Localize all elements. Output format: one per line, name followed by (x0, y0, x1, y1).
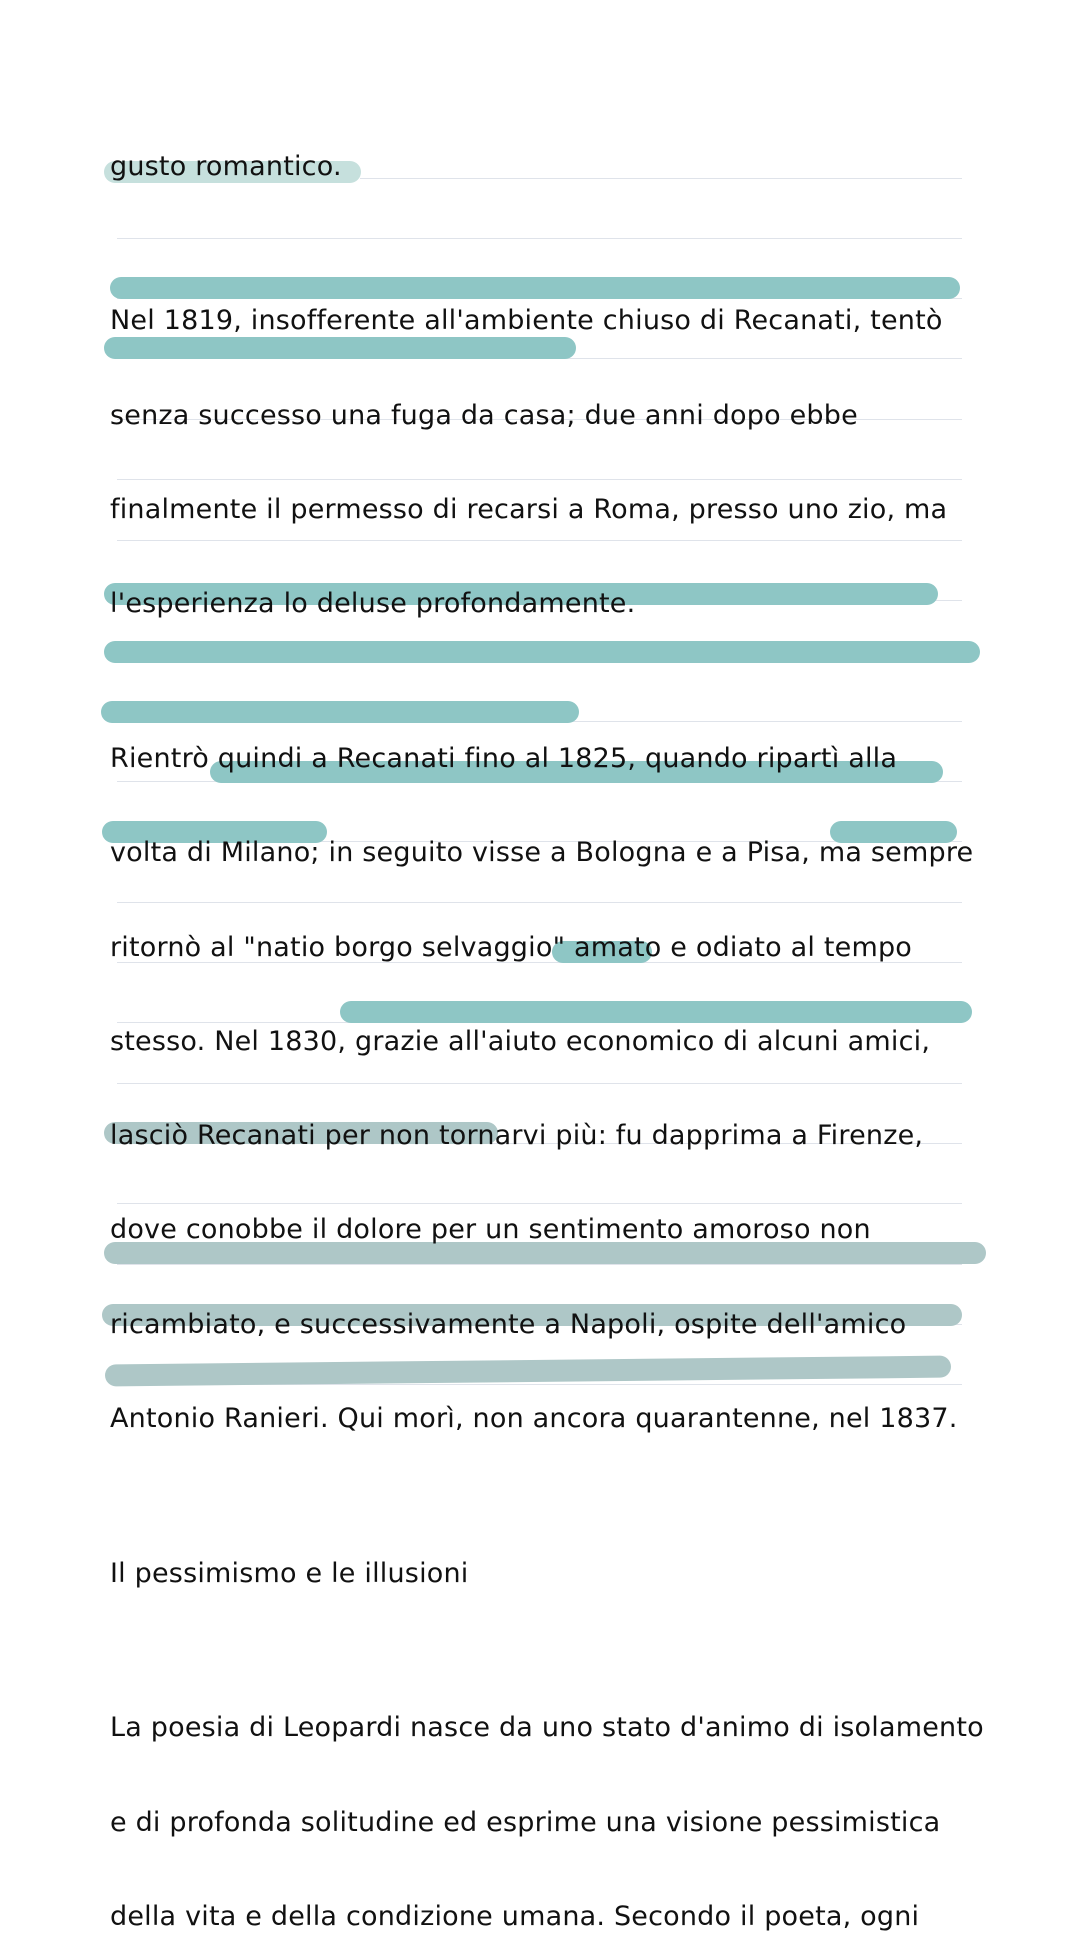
text-line: volta di Milano; in seguito visse a Bologna e a Pisa, ma sempre (110, 837, 974, 868)
rule-line (117, 1083, 962, 1084)
highlight (104, 641, 980, 663)
highlight (104, 337, 576, 359)
rule-line (117, 238, 962, 239)
rule-line (117, 479, 962, 480)
text-line: l'esperienza lo deluse profondamente. (110, 588, 636, 619)
text-line: ricambiato, e successivamente a Napoli, ospite dell'amico (110, 1309, 907, 1340)
highlight (110, 277, 960, 299)
text-line: ritornò al "natio borgo selvaggio" amato e odiato al tempo (110, 932, 913, 963)
text-line: Antonio Ranieri. Qui morì, non ancora quarantenne, nel 1837. (110, 1403, 958, 1434)
text-line: stesso. Nel 1830, grazie all'aiuto economico di alcuni amici, (110, 1026, 931, 1057)
rule-line (117, 1264, 962, 1265)
text-line: della vita e della condizione umana. Secondo il poeta, ogni (110, 1901, 920, 1932)
text-line: Rientrò quindi a Recanati fino al 1825, quando ripartì alla (110, 743, 898, 774)
text-line: lasciò Recanati per non tornarvi più: fu dapprima a Firenze, (110, 1120, 924, 1151)
rule-line (117, 902, 962, 903)
highlight (105, 1356, 951, 1387)
text-line: e di profonda solitudine ed esprime una visione pessimistica (110, 1807, 941, 1838)
highlight (101, 701, 579, 723)
rule-line (117, 1203, 962, 1204)
text-line: La poesia di Leopardi nasce da uno stato d'animo di isolamento (110, 1712, 984, 1743)
text-line: Nel 1819, insofferente all'ambiente chiuso di Recanati, tentò (110, 305, 943, 336)
text-line: dove conobbe il dolore per un sentimento amoroso non (110, 1214, 871, 1245)
text-line: gusto romantico. (110, 151, 342, 182)
rule-line (117, 540, 962, 541)
text-line: senza successo una fuga da casa; due anni dopo ebbe (110, 400, 858, 431)
highlight (340, 1001, 972, 1023)
text-line: finalmente il permesso di recarsi a Roma, presso uno zio, ma (110, 494, 948, 525)
section-heading: Il pessimismo e le illusioni (110, 1558, 469, 1589)
